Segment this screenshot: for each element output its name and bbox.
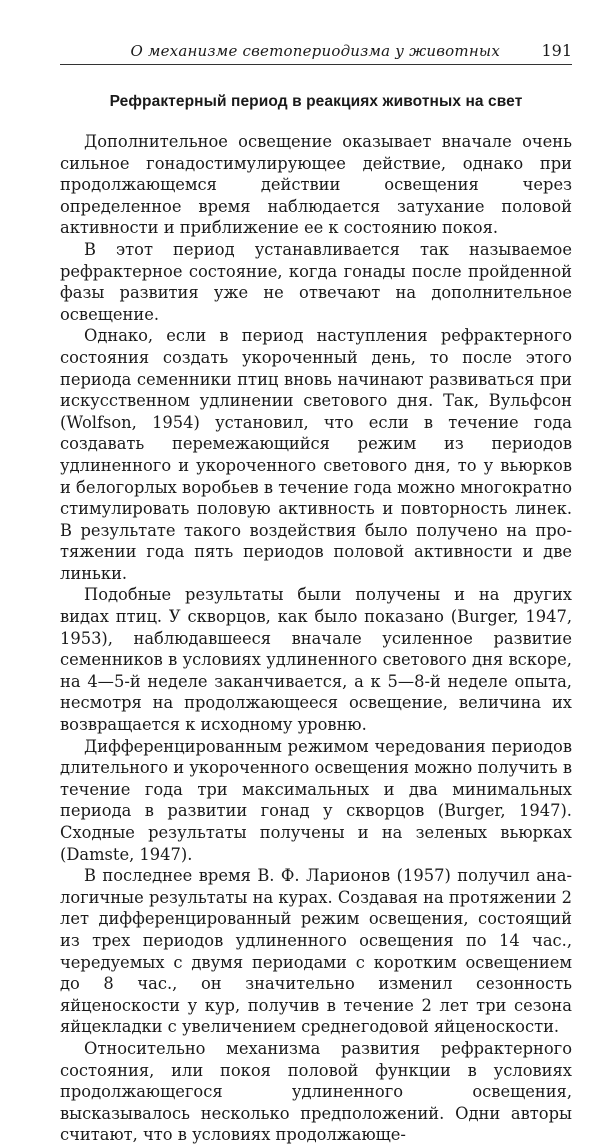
paragraph: Дополнительное освещение оказывает вначале очень сильное гонадостимулирующее действие, однако при продолжающемся действии освещения через определенное время наблюдается затухание половой активности и приближение ее к состоянию покоя. [60,132,572,238]
paragraph: Относительно механизма развития рефрактерного состояния, или покоя половой функции в условиях продолжающегося удлиненного освещения, высказывалось несколько предположений. Одни авторы считают, что в условиях продолжающе- [60,1038,572,1145]
paragraph: В этот период устанавливается так называемое рефрактерное состояние, когда гонады после пройденной фазы развития уже не отвечают на дополнительное освещение. [60,239,572,324]
paragraph: Дифференцированным режимом чередования периодов длительного и укороченного освещения можно получить в течение года три максимальных и два минимальных периода в развитии гонад у скворцов (Burger, 1947). Сходные результаты получены и на зеленых вьюрках (Damste, 1947). [60,736,572,864]
page-number: 191 [541,41,572,60]
paragraph: В последнее время В. Ф. Ларионов (1957) получил аналогичные результаты на курах. Создавая на протяжении 2 лет дифференцированный режим освещения, состоящий из трех периодов удлиненного освещения по 14 час., чередуемых с двумя периодами с коротким освещением до 8 час., он значительно изменил сезонность яйценоскости у кур, получив в течение 2 лет три сезона яйцекладки с увеличением среднегодовой яйценоскости. [60,866,572,1037]
book-page [60,40,572,1146]
paragraph: Подобные результаты были получены и на других видах птиц. У скворцов, как было показано (Burger, 1947, 1953), наблюдавшееся вначале усиленное развитие семенников в условиях удлиненного светового дня вскоре, на 4—5-й неделе заканчивается, а к 5—8-й неделе опыта, несмотря на продолжающееся освещение, величина их возвращается к исходному уровню. [60,585,572,735]
paragraph: Однако, если в период наступления рефрактерного состояния создать укороченный день, то после этого периода семенники птиц вновь начинают развиваться при искусственном удлинении светового дня. Так, Вульфсон (Wolfson, 1954) установил, что если в течение года создавать перемежающийся режим из периодов удлиненного и укороченного светового дня, то у вьюрков и белогорлых воробьев в течение года можно многократно стимулировать половую активность и повторность линек. В результате такого воздействия было получено на протяжении года пять периодов половой активности и две линьки. [60,326,572,583]
running-title: О механизме светопериодизма у животных [130,42,500,60]
body-text [60,131,572,1146]
running-header [60,40,572,65]
section-heading: Рефрактерный период в реакциях животных на свет [109,93,523,110]
